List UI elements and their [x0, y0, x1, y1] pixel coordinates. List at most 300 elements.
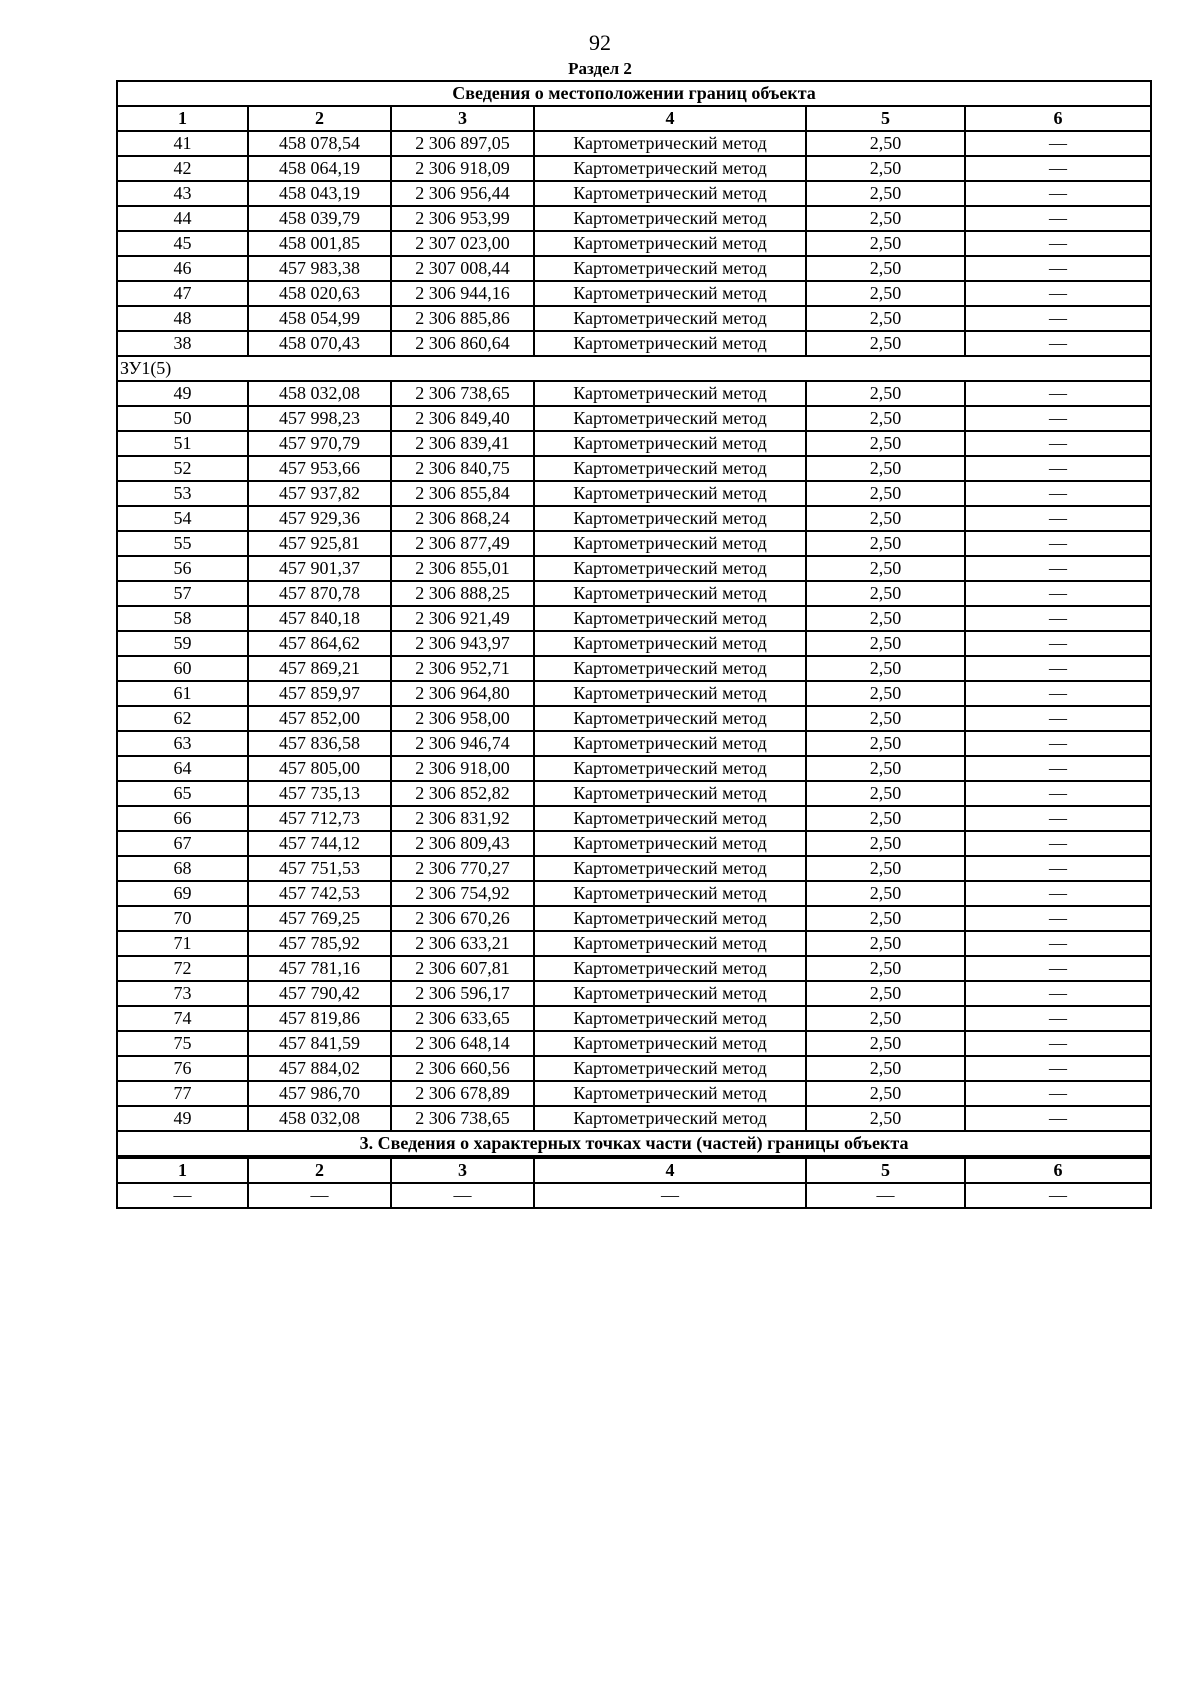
table-cell: Картометрический метод [534, 931, 806, 956]
table-cell: 2,50 [806, 981, 965, 1006]
part3-column-header: 2 [248, 1157, 391, 1183]
table-cell: 458 032,08 [248, 381, 391, 406]
table-cell: Картометрический метод [534, 856, 806, 881]
table-cell: 2 306 840,75 [391, 456, 534, 481]
table-row [117, 456, 1151, 481]
part3-column-header-row [117, 1157, 1151, 1183]
table-cell: — [965, 156, 1151, 181]
table-row [117, 606, 1151, 631]
table-cell: — [965, 1081, 1151, 1106]
table-cell: Картометрический метод [534, 306, 806, 331]
table-cell: — [965, 456, 1151, 481]
table-cell: — [965, 706, 1151, 731]
table-cell: 2 306 897,05 [391, 131, 534, 156]
table-cell: 2,50 [806, 781, 965, 806]
table-cell: 2 306 877,49 [391, 531, 534, 556]
table-cell: 2 306 852,82 [391, 781, 534, 806]
table-cell: Картометрический метод [534, 981, 806, 1006]
table-cell: 55 [117, 531, 248, 556]
table-cell: Картометрический метод [534, 231, 806, 256]
table-cell: 66 [117, 806, 248, 831]
table-cell: — [965, 681, 1151, 706]
table-cell: 2,50 [806, 131, 965, 156]
table-cell: 2,50 [806, 431, 965, 456]
table-cell: Картометрический метод [534, 1106, 806, 1131]
table-row [117, 706, 1151, 731]
table-row [117, 531, 1151, 556]
table-cell: — [965, 781, 1151, 806]
boundary-table [116, 80, 1152, 1209]
table-cell: 457 836,58 [248, 731, 391, 756]
table-cell: 76 [117, 1056, 248, 1081]
table-cell: Картометрический метод [534, 656, 806, 681]
table-cell: 41 [117, 131, 248, 156]
table-row [117, 731, 1151, 756]
table-cell: 38 [117, 331, 248, 356]
table-cell: 47 [117, 281, 248, 306]
table-cell: 2 306 888,25 [391, 581, 534, 606]
table-cell: 71 [117, 931, 248, 956]
table-cell: Картометрический метод [534, 181, 806, 206]
table-cell: 2 306 943,97 [391, 631, 534, 656]
table-cell: 2,50 [806, 506, 965, 531]
table-cell: 2 306 849,40 [391, 406, 534, 431]
table-cell: — [965, 581, 1151, 606]
table-cell: 457 751,53 [248, 856, 391, 881]
table-cell: 73 [117, 981, 248, 1006]
table-cell: Картометрический метод [534, 706, 806, 731]
table-cell: 458 043,19 [248, 181, 391, 206]
table-cell: — [965, 256, 1151, 281]
table-cell: 59 [117, 631, 248, 656]
table-cell: 457 819,86 [248, 1006, 391, 1031]
table-cell: 2,50 [806, 681, 965, 706]
table-cell: 60 [117, 656, 248, 681]
column-header: 2 [248, 106, 391, 131]
table-cell: 65 [117, 781, 248, 806]
table-cell: — [965, 131, 1151, 156]
table-cell: 77 [117, 1081, 248, 1106]
table-cell: 56 [117, 556, 248, 581]
table-cell: 72 [117, 956, 248, 981]
table-row [117, 306, 1151, 331]
table-cell: 2 306 648,14 [391, 1031, 534, 1056]
table-cell: 2 306 918,00 [391, 756, 534, 781]
table-cell: 457 953,66 [248, 456, 391, 481]
table-cell: 43 [117, 181, 248, 206]
table-cell: 61 [117, 681, 248, 706]
table-cell: — [965, 1006, 1151, 1031]
table-cell: 2 306 607,81 [391, 956, 534, 981]
table-cell: 54 [117, 506, 248, 531]
table-cell: — [965, 956, 1151, 981]
table-cell: — [965, 881, 1151, 906]
table-cell: — [965, 981, 1151, 1006]
table-cell: 46 [117, 256, 248, 281]
table-row [117, 431, 1151, 456]
table-row [117, 631, 1151, 656]
table-row [117, 781, 1151, 806]
part3-cell: — [806, 1183, 965, 1208]
table-title: Сведения о местоположении границ объекта [117, 81, 1151, 106]
table-cell: 52 [117, 456, 248, 481]
table-cell: Картометрический метод [534, 831, 806, 856]
column-header: 5 [806, 106, 965, 131]
table-cell: 2 306 738,65 [391, 381, 534, 406]
table-row [117, 756, 1151, 781]
table-cell: — [965, 506, 1151, 531]
table-cell: Картометрический метод [534, 556, 806, 581]
table-cell: Картометрический метод [534, 1006, 806, 1031]
group-label: ЗУ1(5) [117, 356, 1151, 381]
table-cell: — [965, 1056, 1151, 1081]
table-cell: 457 790,42 [248, 981, 391, 1006]
table-cell: Картометрический метод [534, 581, 806, 606]
table-cell: 2,50 [806, 456, 965, 481]
part3-cell: — [117, 1183, 248, 1208]
table-cell: 458 070,43 [248, 331, 391, 356]
table-cell: 2,50 [806, 756, 965, 781]
table-cell: Картометрический метод [534, 206, 806, 231]
table-row [117, 581, 1151, 606]
table-cell: 458 078,54 [248, 131, 391, 156]
table-cell: 2 307 008,44 [391, 256, 534, 281]
table-cell: Картометрический метод [534, 681, 806, 706]
table-cell: 457 769,25 [248, 906, 391, 931]
table-cell: 68 [117, 856, 248, 881]
table-cell: 2 306 678,89 [391, 1081, 534, 1106]
table-cell: 2 306 770,27 [391, 856, 534, 881]
table-cell: Картометрический метод [534, 631, 806, 656]
part3-title: 3. Сведения о характерных точках части (частей) границы объекта [117, 1131, 1151, 1157]
part3-cell: — [248, 1183, 391, 1208]
table-cell: Картометрический метод [534, 731, 806, 756]
table-cell: 457 983,38 [248, 256, 391, 281]
table-cell: 2 306 952,71 [391, 656, 534, 681]
table-row [117, 981, 1151, 1006]
table-cell: 458 020,63 [248, 281, 391, 306]
table-row [117, 906, 1151, 931]
table-row [117, 181, 1151, 206]
table-row [117, 281, 1151, 306]
table-cell: 2,50 [806, 631, 965, 656]
part3-row [117, 1183, 1151, 1208]
table-cell: — [965, 431, 1151, 456]
part3-column-header: 1 [117, 1157, 248, 1183]
table-cell: 70 [117, 906, 248, 931]
part3-title-row [117, 1131, 1151, 1157]
table-cell: — [965, 306, 1151, 331]
table-cell: 2 306 918,09 [391, 156, 534, 181]
table-cell: — [965, 1031, 1151, 1056]
table-cell: 49 [117, 381, 248, 406]
table-cell: 42 [117, 156, 248, 181]
table-cell: — [965, 406, 1151, 431]
table-cell: 458 032,08 [248, 1106, 391, 1131]
table-cell: 75 [117, 1031, 248, 1056]
table-cell: 2,50 [806, 256, 965, 281]
table-cell: 2,50 [806, 856, 965, 881]
table-cell: 2,50 [806, 606, 965, 631]
table-cell: 2,50 [806, 1106, 965, 1131]
table-cell: Картометрический метод [534, 481, 806, 506]
table-cell: 2 306 738,65 [391, 1106, 534, 1131]
table-cell: 69 [117, 881, 248, 906]
table-cell: 2,50 [806, 331, 965, 356]
table-cell: 2,50 [806, 831, 965, 856]
table-cell: 2,50 [806, 181, 965, 206]
table-row [117, 406, 1151, 431]
table-cell: 57 [117, 581, 248, 606]
table-cell: Картометрический метод [534, 1031, 806, 1056]
table-cell: 2 306 855,84 [391, 481, 534, 506]
table-row [117, 881, 1151, 906]
table-cell: 2,50 [806, 1056, 965, 1081]
table-cell: — [965, 831, 1151, 856]
table-cell: 2,50 [806, 231, 965, 256]
table-cell: Картометрический метод [534, 906, 806, 931]
table-cell: — [965, 656, 1151, 681]
table-cell: Картометрический метод [534, 281, 806, 306]
table-row [117, 1056, 1151, 1081]
table-cell: — [965, 331, 1151, 356]
column-header: 3 [391, 106, 534, 131]
table-cell: 2 306 809,43 [391, 831, 534, 856]
table-cell: 2 306 660,56 [391, 1056, 534, 1081]
table-cell: 2 306 944,16 [391, 281, 534, 306]
table-cell: 44 [117, 206, 248, 231]
table-cell: 2,50 [806, 581, 965, 606]
table-cell: — [965, 481, 1151, 506]
group-row [117, 356, 1151, 381]
table-cell: 457 998,23 [248, 406, 391, 431]
table-cell: 62 [117, 706, 248, 731]
table-cell: Картометрический метод [534, 331, 806, 356]
table-cell: — [965, 556, 1151, 581]
table-cell: 457 742,53 [248, 881, 391, 906]
table-cell: 2,50 [806, 406, 965, 431]
table-cell: 457 735,13 [248, 781, 391, 806]
table-cell: 2 306 855,01 [391, 556, 534, 581]
table-cell: — [965, 1106, 1151, 1131]
table-row [117, 131, 1151, 156]
table-cell: 45 [117, 231, 248, 256]
table-cell: 2,50 [806, 531, 965, 556]
table-cell: 2,50 [806, 931, 965, 956]
table-cell: Картометрический метод [534, 131, 806, 156]
table-row [117, 156, 1151, 181]
table-cell: 2,50 [806, 656, 965, 681]
table-row [117, 681, 1151, 706]
table-cell: 458 039,79 [248, 206, 391, 231]
table-cell: 2 306 839,41 [391, 431, 534, 456]
table-row [117, 556, 1151, 581]
column-header: 4 [534, 106, 806, 131]
table-cell: — [965, 931, 1151, 956]
table-row [117, 956, 1151, 981]
table-row [117, 381, 1151, 406]
table-cell: 458 054,99 [248, 306, 391, 331]
part3-column-header: 6 [965, 1157, 1151, 1183]
table-cell: Картометрический метод [534, 1081, 806, 1106]
table-body [117, 81, 1151, 1208]
table-cell: — [965, 631, 1151, 656]
table-cell: 2,50 [806, 956, 965, 981]
table-row [117, 831, 1151, 856]
table-cell: 457 870,78 [248, 581, 391, 606]
table-cell: — [965, 731, 1151, 756]
table-row [117, 1081, 1151, 1106]
table-cell: 457 841,59 [248, 1031, 391, 1056]
table-cell: 457 785,92 [248, 931, 391, 956]
table-cell: — [965, 606, 1151, 631]
table-cell: 2 306 860,64 [391, 331, 534, 356]
table-cell: 2,50 [806, 306, 965, 331]
table-cell: 2 306 633,21 [391, 931, 534, 956]
table-cell: 457 864,62 [248, 631, 391, 656]
table-title-row [117, 81, 1151, 106]
table-cell: — [965, 856, 1151, 881]
column-header: 1 [117, 106, 248, 131]
table-cell: 2 306 670,26 [391, 906, 534, 931]
table-cell: — [965, 906, 1151, 931]
table-row [117, 806, 1151, 831]
table-row [117, 656, 1151, 681]
table-cell: 2,50 [806, 481, 965, 506]
table-cell: 63 [117, 731, 248, 756]
part3-cell: — [534, 1183, 806, 1208]
table-cell: 2 306 956,44 [391, 181, 534, 206]
table-cell: 51 [117, 431, 248, 456]
table-cell: Картометрический метод [534, 606, 806, 631]
table-cell: 2,50 [806, 806, 965, 831]
table-cell: — [965, 206, 1151, 231]
table-row [117, 856, 1151, 881]
table-cell: Картометрический метод [534, 881, 806, 906]
table-row [117, 231, 1151, 256]
table-cell: 2 306 885,86 [391, 306, 534, 331]
table-cell: 457 869,21 [248, 656, 391, 681]
table-cell: 458 064,19 [248, 156, 391, 181]
table-cell: 2 306 958,00 [391, 706, 534, 731]
table-cell: 457 781,16 [248, 956, 391, 981]
table-row [117, 256, 1151, 281]
table-cell: — [965, 231, 1151, 256]
table-cell: 2 306 868,24 [391, 506, 534, 531]
table-cell: 2,50 [806, 1081, 965, 1106]
table-row [117, 931, 1151, 956]
table-cell: 49 [117, 1106, 248, 1131]
table-cell: 2,50 [806, 906, 965, 931]
table-cell: 457 859,97 [248, 681, 391, 706]
table-row [117, 506, 1151, 531]
table-cell: Картометрический метод [534, 256, 806, 281]
table-cell: 64 [117, 756, 248, 781]
table-cell: 457 744,12 [248, 831, 391, 856]
table-cell: 457 840,18 [248, 606, 391, 631]
table-row [117, 1106, 1151, 1131]
table-cell: — [965, 381, 1151, 406]
table-cell: Картометрический метод [534, 1056, 806, 1081]
table-cell: 2,50 [806, 881, 965, 906]
table-cell: — [965, 181, 1151, 206]
part3-column-header: 3 [391, 1157, 534, 1183]
table-cell: Картометрический метод [534, 431, 806, 456]
table-cell: Картометрический метод [534, 781, 806, 806]
table-cell: 67 [117, 831, 248, 856]
table-cell: — [965, 806, 1151, 831]
table-cell: 2,50 [806, 1031, 965, 1056]
table-cell: 2,50 [806, 731, 965, 756]
table-cell: 457 986,70 [248, 1081, 391, 1106]
table-cell: 457 970,79 [248, 431, 391, 456]
table-cell: 2 307 023,00 [391, 231, 534, 256]
table-cell: Картометрический метод [534, 156, 806, 181]
table-row [117, 331, 1151, 356]
part3-cell: — [965, 1183, 1151, 1208]
section-title: Раздел 2 [568, 59, 632, 78]
table-cell: 2 306 964,80 [391, 681, 534, 706]
table-cell: — [965, 281, 1151, 306]
table-cell: 457 712,73 [248, 806, 391, 831]
table-cell: 458 001,85 [248, 231, 391, 256]
table-cell: 457 925,81 [248, 531, 391, 556]
column-header-row [117, 106, 1151, 131]
table-row [117, 1006, 1151, 1031]
part3-column-header: 5 [806, 1157, 965, 1183]
table-cell: 74 [117, 1006, 248, 1031]
table-cell: 2 306 921,49 [391, 606, 534, 631]
table-cell: 48 [117, 306, 248, 331]
table-cell: 53 [117, 481, 248, 506]
table-cell: 2 306 633,65 [391, 1006, 534, 1031]
table-cell: Картометрический метод [534, 381, 806, 406]
table-cell: 457 852,00 [248, 706, 391, 731]
table-cell: 2,50 [806, 156, 965, 181]
table-cell: Картометрический метод [534, 456, 806, 481]
table-cell: 457 884,02 [248, 1056, 391, 1081]
table-cell: 2,50 [806, 206, 965, 231]
table-cell: Картометрический метод [534, 806, 806, 831]
table-cell: 2 306 596,17 [391, 981, 534, 1006]
table-cell: — [965, 531, 1151, 556]
table-cell: Картометрический метод [534, 756, 806, 781]
table-row [117, 481, 1151, 506]
table-row [117, 1031, 1151, 1056]
table-cell: 2,50 [806, 381, 965, 406]
table-cell: 2 306 953,99 [391, 206, 534, 231]
table-cell: 2,50 [806, 1006, 965, 1031]
page-number: 92 [589, 30, 611, 55]
table-cell: 457 937,82 [248, 481, 391, 506]
table-cell: 2 306 754,92 [391, 881, 534, 906]
table-cell: 2 306 831,92 [391, 806, 534, 831]
part3-column-header: 4 [534, 1157, 806, 1183]
part3-cell: — [391, 1183, 534, 1208]
table-cell: 2,50 [806, 556, 965, 581]
table-cell: 2 306 946,74 [391, 731, 534, 756]
table-row [117, 206, 1151, 231]
table-cell: Картометрический метод [534, 956, 806, 981]
table-cell: — [965, 756, 1151, 781]
column-header: 6 [965, 106, 1151, 131]
table-cell: Картометрический метод [534, 406, 806, 431]
table-cell: Картометрический метод [534, 506, 806, 531]
table-cell: 457 805,00 [248, 756, 391, 781]
table-cell: 50 [117, 406, 248, 431]
table-cell: Картометрический метод [534, 531, 806, 556]
table-cell: 58 [117, 606, 248, 631]
